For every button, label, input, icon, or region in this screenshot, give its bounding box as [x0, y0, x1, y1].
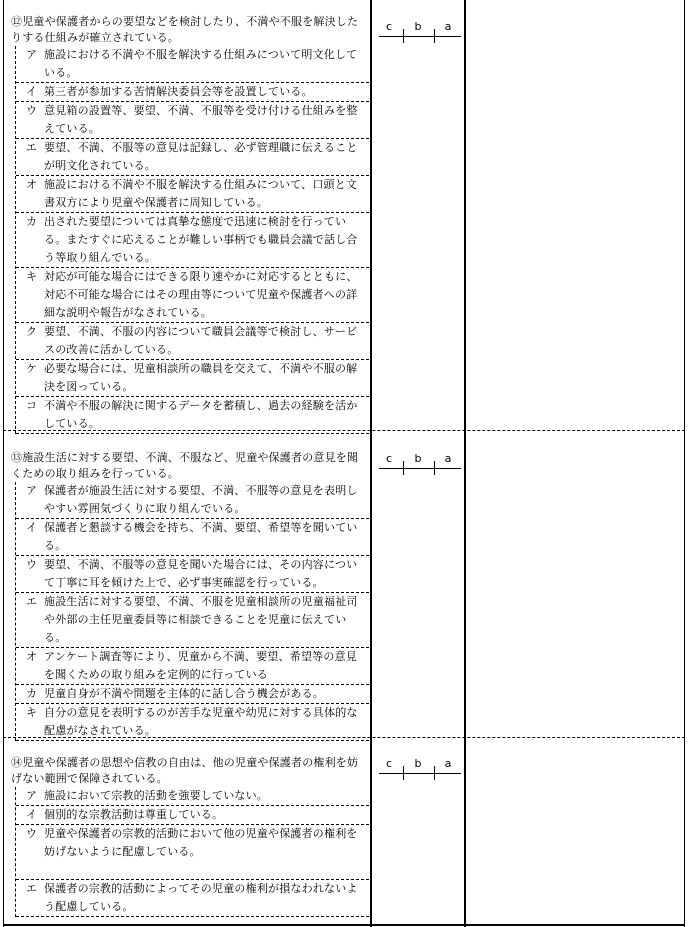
criterion-13: [11, 450, 369, 741]
list-item: ウ 意見箱の設置等、要望、不満、不服等を受け付ける仕組みを整えている。: [16, 102, 369, 139]
list-item: カ 出された要望については真摯な態度で迅速に検討を行っている。またすぐに応えることが難しい事柄でも職員会議で話し合う等取り組んでいる。: [16, 213, 369, 268]
rating-line: [379, 468, 461, 469]
rating-tick: [434, 766, 435, 780]
rating-tick: [434, 461, 435, 475]
rating-c[interactable]: c: [385, 757, 393, 770]
list-item: ケ 必要な場合には、児童相談所の職員を交えて、不満や不服の解決を図っている。: [16, 360, 369, 397]
column-divider-right: [464, 0, 466, 927]
rating-a[interactable]: a: [444, 20, 452, 33]
criterion-12: [11, 14, 369, 434]
column-divider-left: [370, 0, 372, 927]
rating-b[interactable]: b: [414, 20, 422, 33]
rating-line: [379, 36, 461, 37]
rating-line: [379, 773, 461, 774]
rating-a[interactable]: a: [444, 757, 452, 770]
criterion-items: [15, 482, 369, 741]
list-item: カ 児童自身が不満や問題を主体的に話し合う機会がある。: [16, 685, 369, 704]
rating-scale[interactable]: [379, 20, 461, 54]
list-item: エ 施設生活に対する要望、不満、不服を児童相談所の児童福祉司や外部の主任児童委員等に相談できることを児童に伝えている。: [16, 593, 369, 648]
rating-tick: [434, 29, 435, 43]
rating-c[interactable]: c: [385, 20, 393, 33]
list-item: エ 保護者の宗教的活動によってその児童の権利が損なわれないよう配慮している。: [16, 880, 369, 917]
table-bottom-border: [3, 924, 685, 926]
rating-scale[interactable]: [379, 452, 461, 486]
list-item: キ 自分の意見を表明するのが苦手な児童や幼児に対する具体的な配慮がなされている。: [16, 704, 369, 741]
list-item: イ 保護者と懇談する機会を持ち、不満、要望、希望等を聞いている。: [16, 519, 369, 556]
list-item: オ 施設における不満や不服を解決する仕組みについて、口頭と文書双方により児童や保護者に周知している。: [16, 176, 369, 213]
criterion-14: [11, 755, 369, 917]
rating-a[interactable]: a: [444, 452, 452, 465]
list-item: キ 対応が可能な場合にはできる限り速やかに対応するとともに、対応不可能な場合にはその理由等について児童や保護者への詳細な説明や報告がなされている。: [16, 268, 369, 323]
list-item: ク 要望、不満、不服の内容について職員会議等で検討し、サービスの改善に活かしている。: [16, 323, 369, 360]
list-item: イ 個別的な宗教活動は尊重している。: [16, 806, 369, 825]
list-item: ア 施設において宗教的活動を強要していない。: [16, 787, 369, 806]
rating-tick: [403, 29, 404, 43]
rating-b[interactable]: b: [414, 452, 422, 465]
rating-b[interactable]: b: [414, 757, 422, 770]
list-item: ア 保護者が施設生活に対する要望、不満、不服等の意見を表明しやすい雰囲気づくりに取り組んでいる。: [16, 482, 369, 519]
rating-tick: [403, 766, 404, 780]
list-item: イ 第三者が参加する苦情解決委員会等を設置している。: [16, 83, 369, 102]
list-item: コ 不満や不服の解決に関するデータを蓄積し、過去の経験を活かしている。: [16, 397, 369, 434]
rating-scale[interactable]: [379, 757, 461, 791]
criterion-heading: ⑬施設生活に対する要望、不満、不服など、児童や保護者の意見を聞くための取り組みを行っている。: [11, 451, 359, 480]
criterion-items: [15, 787, 369, 917]
rating-tick: [403, 461, 404, 475]
list-item: ウ 要望、不満、不服等の意見を聞いた場合には、その内容について丁寧に耳を傾けた上で、必ず事実確認を行っている。: [16, 556, 369, 593]
list-item: ウ 児童や保護者の宗教的活動において他の児童や保護者の権利を妨げないように配慮している。: [16, 825, 369, 880]
list-item: ア 施設における不満や不服を解決する仕組みについて明文化している。: [16, 46, 369, 83]
criterion-heading: ⑭児童や保護者の思想や信教の自由は、他の児童や保護者の権利を妨げない範囲で保障されている。: [11, 756, 359, 785]
criterion-heading: ⑫児童や保護者からの要望などを検討したり、不満や不服を解決したりする仕組みが確立されている。: [11, 15, 359, 44]
rating-c[interactable]: c: [385, 452, 393, 465]
list-item: エ 要望、不満、不服等の意見は記録し、必ず管理職に伝えることが明文化されている。: [16, 139, 369, 176]
list-item: オ アンケート調査等により、児童から不満、要望、希望等の意見を聞くための取り組みを定例的に行っている: [16, 648, 369, 685]
criterion-items: [15, 46, 369, 434]
